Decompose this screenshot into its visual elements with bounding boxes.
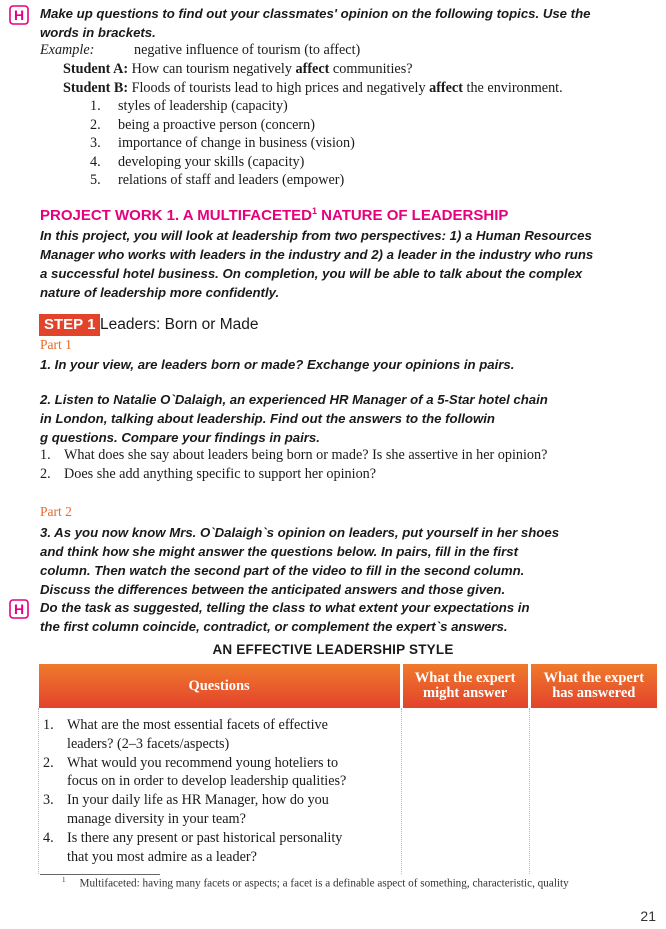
table-row: 1. What are the most essential facets of effective leaders? (2–3 facets/aspects) 2. What would you recommend young hoteliers to focus on in order to develop leadership qualities? 3. In your daily life as HR Manager, how do you manage diversity in your team? 4. Is there any present or past historical personality that you most admire as a leader? bbox=[39, 708, 658, 874]
example-line: Example: negative influence of tourism (to affect) bbox=[40, 42, 361, 58]
leadership-table bbox=[38, 664, 657, 874]
list-item: 1. What does she say about leaders being born or made? Is she assertive in her opinion? bbox=[40, 447, 548, 463]
part1-label: Part 1 bbox=[40, 337, 72, 352]
footnote: $^1$ Multifaceted: having many facets or aspects; a facet is a definable aspect of something, characteristic, quality bbox=[62, 876, 569, 890]
topic-list bbox=[90, 97, 355, 190]
question-2-list bbox=[40, 446, 547, 483]
table-header-row bbox=[39, 664, 658, 708]
question-3: 3. As you now know Mrs. O`Dalaigh`s opinion on leaders, put yourself in her shoes and think how she might answer the questions below. In pairs, fill in the first column. Then watch the second part of the video to fill in the second column. Discuss the differences between the anticipated answers and those given. bbox=[40, 525, 560, 597]
student-a-line: Student A: How can tourism negatively affect communities? bbox=[63, 61, 413, 77]
list-item: 2. Does she add anything specific to support her opinion? bbox=[40, 465, 377, 482]
list-item: 1. styles of leadership (capacity) bbox=[90, 98, 288, 114]
answer-cell-might[interactable] bbox=[401, 708, 529, 874]
step-title: Leaders: Born or Made bbox=[100, 316, 259, 333]
step-badge: STEP 1 bbox=[39, 314, 100, 336]
project-title: PROJECT WORK 1. A MULTIFACETED$^1$ NATURE OF LEADERSHIP bbox=[40, 206, 509, 224]
handout-icon bbox=[9, 599, 29, 619]
column-header-might-answer: What the expert might answer bbox=[401, 664, 529, 708]
table-title: AN EFFECTIVE LEADERSHIP STYLE bbox=[212, 642, 454, 657]
footnote-divider bbox=[40, 874, 160, 875]
svg-text:H: H bbox=[13, 601, 25, 617]
answer-cell-has[interactable] bbox=[529, 708, 657, 874]
h-task-instruction: Do the task as suggested, telling the class to what extent your expectations in the first column coincide, contradict, or complement the expert`s answers. bbox=[40, 600, 530, 634]
question-2: 2. Listen to Natalie O`Dalaigh, an experienced HR Manager of a 5-Star hotel chain in London, talking about leadership. Find out the answers to the followin g questions. Compare your findings in pairs. bbox=[40, 392, 548, 445]
question-1: 1. In your view, are leaders born or made? Exchange your opinions in pairs. bbox=[40, 357, 515, 372]
list-item: 5. relations of staff and leaders (empower) bbox=[90, 172, 345, 188]
project-intro: In this project, you will look at leadership from two perspectives: 1) a Human Resources Manager who works with leaders in the industry and 2) a leader in the industry who runs a successful hotel business. On completion, you will be able to talk about the complex nature of leadership more confidently. bbox=[40, 228, 594, 300]
student-b-line: Student B: Floods of tourists lead to high prices and negatively affect the environment. bbox=[63, 80, 563, 96]
column-header-questions: Questions bbox=[39, 664, 402, 708]
task1-instruction: Make up questions to find out your classmates' opinion on the following topics. Use the words in brackets. bbox=[40, 6, 591, 40]
list-item: 4. developing your skills (capacity) bbox=[90, 153, 305, 170]
list-item: 2. being a proactive person (concern) bbox=[90, 116, 315, 133]
part2-label: Part 2 bbox=[40, 504, 72, 519]
handout-icon bbox=[9, 5, 29, 25]
column-header-has-answered: What the expert has answered bbox=[529, 664, 657, 708]
page-number: 21 bbox=[640, 908, 656, 924]
svg-text:H: H bbox=[13, 7, 25, 23]
list-item: 3. importance of change in business (vision) bbox=[90, 135, 355, 151]
